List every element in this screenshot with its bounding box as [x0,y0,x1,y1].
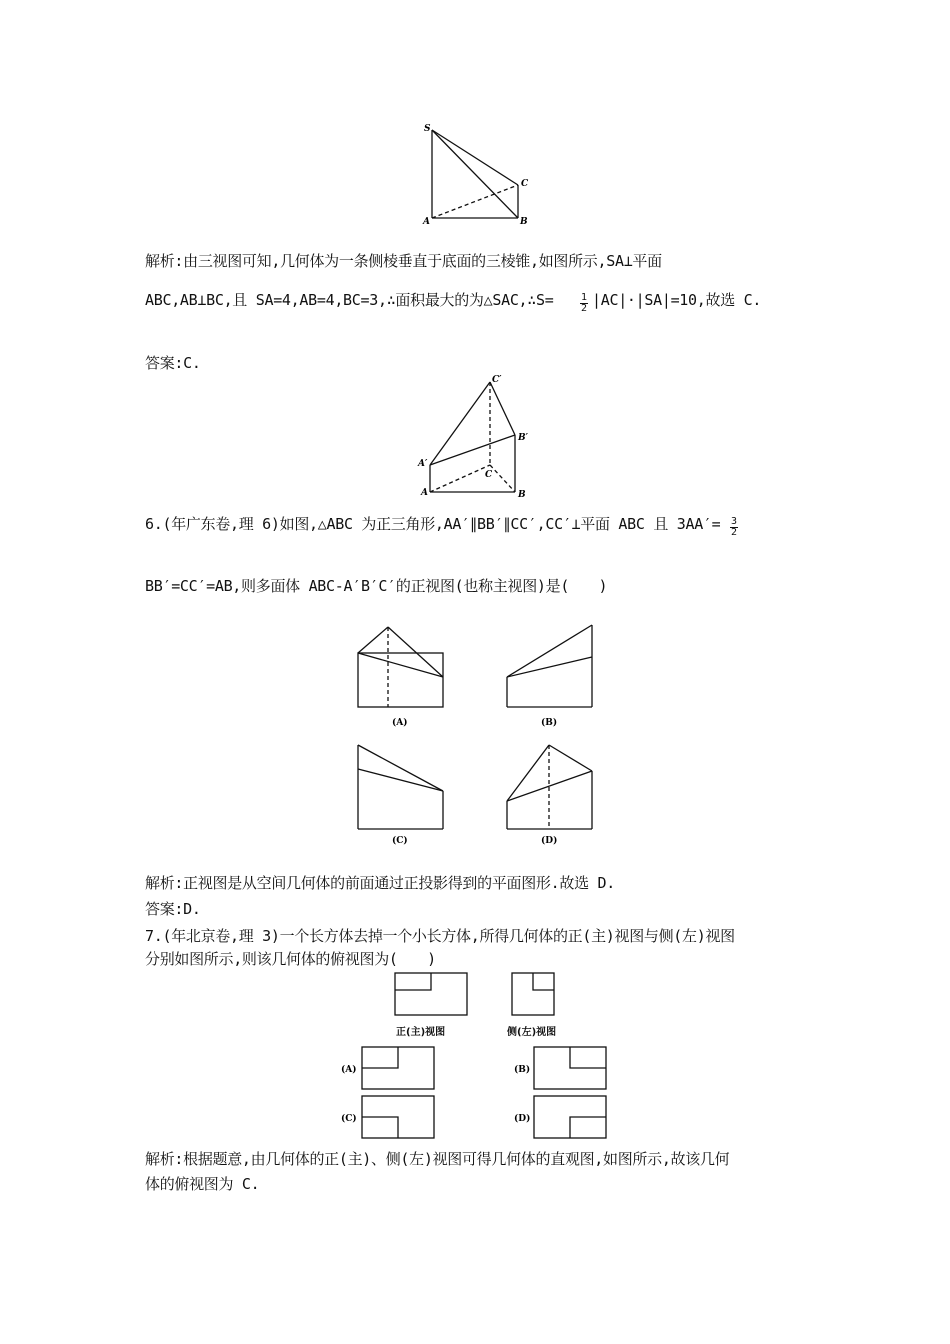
q6-option-label-b: (B) [541,718,558,728]
q6-option-label-d: (D) [541,836,558,846]
vertex-label-c: C [521,179,529,189]
q6-option-label-c: (C) [392,836,408,846]
q7-option-label-b: (B) [514,1065,531,1075]
q5-analysis-line2-pre: ABC,AB⊥BC,且 SA=4,AB=4,BC=3,∴面积最大的为△SAC,∴S= [145,291,554,309]
pyramid-figure [420,120,540,230]
q7-side-view-caption: 侧(左)视图 [507,1027,557,1038]
q6-analysis: 解析:正视图是从空间几何体的前面通过正投影得到的平面图形.故选 D. [145,874,615,892]
q7-stem-line1: 7.(年北京卷,理 3)一个长方体去掉一个小长方体,所得几何体的正(主)视图与侧(左)视图 [145,927,735,945]
vertex-label-a: A [423,217,430,227]
q6-option-label-a: (A) [392,718,408,728]
vertex-label-a: A [421,488,428,498]
polyhedron-figure [415,370,540,505]
q7-front-view-caption: 正(主)视图 [396,1027,446,1038]
vertex-label-b: B [520,217,528,227]
q5-fraction [580,293,588,314]
q6-stem-line1: 6.(年广东卷,理 6)如图,△ABC 为正三角形,AA′∥BB′∥CC′,CC′⊥平面 ABC 且 3AA′= [145,515,721,533]
q6-option-figures [340,615,620,855]
vertex-label-b-prime: B′ [518,433,528,443]
q5-analysis-line1: 解析:由三视图可知,几何体为一条侧棱垂直于底面的三棱锥,如图所示,SA⊥平面 [145,252,662,270]
vertex-label-b: B [518,490,526,500]
vertex-label-a-prime: A′ [418,459,428,469]
q6-fraction [730,517,738,538]
q6-answer: 答案:D. [145,900,201,918]
q5-fraction-numerator: 1 [581,292,588,303]
q7-analysis-line2: 体的俯视图为 C. [145,1175,260,1193]
q7-stem-line2: 分别如图所示,则该几何体的俯视图为( ) [145,950,436,968]
q6-fraction-denominator: 2 [731,527,738,538]
vertex-label-c-prime: C′ [492,375,502,385]
q7-view-figures [335,970,625,1145]
q5-answer: 答案:C. [145,354,201,372]
vertex-label-s: S [424,124,431,134]
q6-stem-line2: BB′=CC′=AB,则多面体 ABC-A′B′C′的正视图(也称主视图)是( ) [145,577,608,595]
vertex-label-c: C [485,470,493,480]
q5-analysis-line2-post: |AC|·|SA|=10,故选 C. [592,291,762,309]
q6-fraction-numerator: 3 [731,516,738,527]
q7-analysis-line1: 解析:根据题意,由几何体的正(主)、侧(左)视图可得几何体的直观图,如图所示,故该几何 [145,1150,730,1168]
q7-option-label-d: (D) [514,1114,531,1124]
q5-fraction-denominator: 2 [581,303,588,314]
q7-option-label-a: (A) [341,1065,357,1075]
q7-option-label-c: (C) [341,1114,357,1124]
